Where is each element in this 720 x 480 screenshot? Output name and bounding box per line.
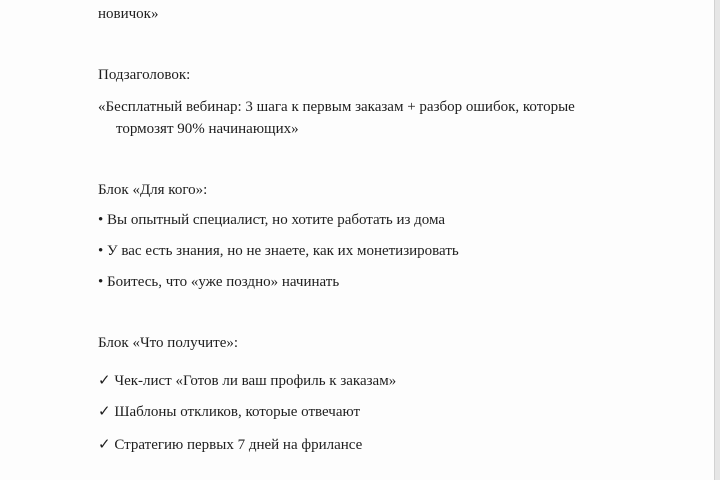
benefits-item: ✓ Стратегию первых 7 дней на фрилансе [98,437,363,453]
subtitle-label: Подзаголовок: [98,67,191,83]
benefits-item: ✓ Шаблоны откликов, которые отвечают [98,404,361,420]
for-whom-item: • Вы опытный специалист, но хотите работать из дома [98,212,446,228]
subtitle-text-line1: «Бесплатный вебинар: 3 шага к первым заказам + разбор ошибок, которые [98,99,575,115]
benefits-heading: Блок «Что получите»: [98,335,239,351]
vertical-scrollbar[interactable] [714,0,720,480]
for-whom-item: • Боитесь, что «уже поздно» начинать [98,274,340,290]
for-whom-item: • У вас есть знания, но не знаете, как их монетизировать [98,243,459,259]
intro-tail-text: новичок» [98,6,159,22]
subtitle-text-line2: тормозят 90% начинающих» [116,121,299,137]
for-whom-heading: Блок «Для кого»: [98,182,208,198]
benefits-item: ✓ Чек-лист «Готов ли ваш профиль к заказам» [98,373,397,389]
